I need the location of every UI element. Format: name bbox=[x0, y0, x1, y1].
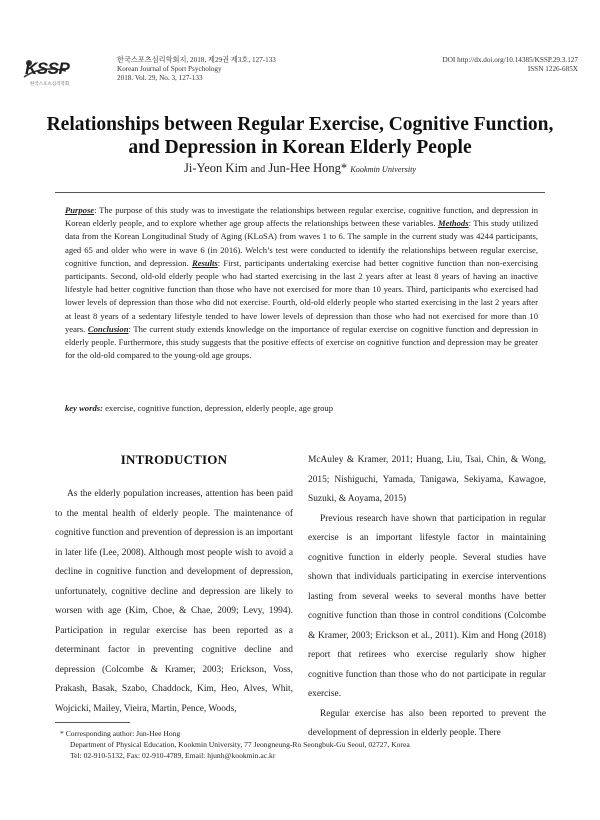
logo-subtext: 한국스포츠심리학회 bbox=[30, 82, 70, 87]
purpose-label: Purpose bbox=[65, 205, 95, 215]
title-line-1: Relationships between Regular Exercise, Cognitive Function, bbox=[46, 114, 554, 135]
intro-paragraph-1: As the elderly population increases, attention has been paid to the mental health of elderly people. The maintenance of cognitive function and prevention of depression is an important in later life (Lee, 2008). Although most people wish to avoid a decline in cognitive function and development of depression, unfortunately, cognitive decline and depression are likely to worsen with age (Kim, Choe, & Chae, 2009; Levy, 1994). Participation in regular exercise has been reported as a determinant factor in preventing cognitive decline and depression (Colcombe & Kramer, 2003; Erickson, Voss, Prakash, Basak, Szabo, Chaddock, Kim, Heo, Alves, Whit, Wojcicki, Mailey, Vieira, Martin, Pence, Woods, bbox=[55, 489, 293, 714]
keywords-label: key words: bbox=[65, 403, 103, 413]
body-column-left bbox=[55, 450, 293, 719]
body-column-right bbox=[308, 451, 546, 744]
author-1: Ji-Yeon Kim bbox=[183, 161, 248, 175]
journal-citation bbox=[117, 56, 276, 83]
keywords bbox=[65, 403, 545, 413]
journal-line-korean: 한국스포츠심리학회지, 2018, 제29권 제3호, 127-133 bbox=[117, 56, 276, 64]
results-text: : First, participants undertaking exercise had better cognitive function than non-exercising participants. Second, old-old elderly people who had started exercising in the last 2 years after at least 8 years of having an inactive lifestyle had better cognitive function than those who have not exercised for more than 10 years. Third, participants who exercised had lower levels of depression than those who did not exercise. Fourth, old-old elderly people who started exercising in the last 2 years after at least 8 years of a sedentary lifestyle tended to have lower levels of depression than those who had not exercised for more than 10 years. bbox=[65, 257, 538, 334]
title-line-2: and Depression in Korean Elderly People bbox=[128, 137, 472, 158]
affiliation: Kookmin University bbox=[350, 165, 417, 174]
journal-line-english: Korean Journal of Sport Psychology bbox=[117, 65, 222, 73]
footnote-divider bbox=[55, 722, 130, 723]
section-heading-introduction: INTRODUCTION bbox=[120, 452, 228, 467]
results-label: Results bbox=[191, 257, 218, 268]
doi-block bbox=[443, 56, 578, 74]
intro-paragraph-2: Previous research have shown that participation in regular exercise is an important lifestyle factor in maintaining cognitive function in elderly people. Several studies have shown that individuals participating in exercise interventions lasting from several weeks to several months have better cognitive function than those in control conditions (Colcombe & Kramer, 2003; Erickson et al., 2011). Kim and Hong (2018) report that retirees who exercise regularly show higher cognitive function than those who do not participate in regular exercise. bbox=[308, 513, 546, 699]
issn: ISSN 1226-685X bbox=[527, 65, 578, 73]
footnote-line-2: Department of Physical Education, Kookmin University, 77 Jeongneung-Ro Seongbuk-Gu Seoul, 02727, Korea bbox=[70, 740, 410, 749]
logo-text: KSSP bbox=[25, 59, 70, 78]
corresponding-author-footnote bbox=[60, 728, 560, 761]
author-2: Jun-Hee Hong* bbox=[268, 161, 348, 175]
keywords-text: exercise, cognitive function, depression, elderly people, age group bbox=[102, 403, 333, 413]
abstract-divider bbox=[55, 192, 545, 193]
journal-line-volume: 2018. Vol. 29, No. 3, 127-133 bbox=[117, 74, 203, 82]
footnote-line-1: * Corresponding author: Jun-Hee Hong bbox=[60, 729, 181, 738]
paper-title bbox=[40, 113, 560, 159]
author-line bbox=[40, 161, 560, 176]
purpose-text: : The purpose of this study was to investigate the relationships between regular exercise, cognitive function, and depression in Korean elderly people, and to explore whether age group affects the relationships between these variables. bbox=[65, 205, 538, 229]
methods-text: : This study utilized data from the Korean Longitudinal Study of Aging (KLoSA) from waves 1 to 6. The sample in the current study was 4244 participants, aged 65 and older who were in wave 6 (in 2016). Welch’s test were conducted to identify the relationships between regular exercise, cognitive function, and depression. bbox=[65, 218, 538, 268]
doi-link[interactable]: DOI http://dx.doi.org/10.14385/KSSP.29.3.127 bbox=[442, 56, 578, 64]
journal-header bbox=[22, 55, 578, 91]
conclusion-text: : The current study extends knowledge on the importance of regular exercise on cognitive function and depression in elderly people. Furthermore, this study suggests that the positive effects of exercise on cognitive function and depression may be greater for the old-old compared to the young-old age groups. bbox=[65, 323, 538, 361]
abstract bbox=[65, 204, 538, 362]
footnote-line-3: Tel: 02-910-5132, Fax: 02-910-4789, Email: hjunh@kookmin.ac.kr bbox=[70, 751, 276, 760]
journal-logo bbox=[22, 55, 90, 89]
intro-paragraph-1-continued: McAuley & Kramer, 2011; Huang, Liu, Tsai, Chin, & Wong, 2015; Nishiguchi, Yamada, Tanigawa, Sekiyama, Kawagoe, Suzuki, & Aoyama, 2015) bbox=[308, 455, 546, 504]
conclusion-label: Conclusion bbox=[87, 323, 129, 334]
methods-label: Methods bbox=[438, 218, 469, 229]
intro-paragraph-3: Regular exercise has also been reported to prevent the development of depression in elderly people. There bbox=[308, 708, 546, 738]
author-conjunction: and bbox=[250, 164, 266, 175]
